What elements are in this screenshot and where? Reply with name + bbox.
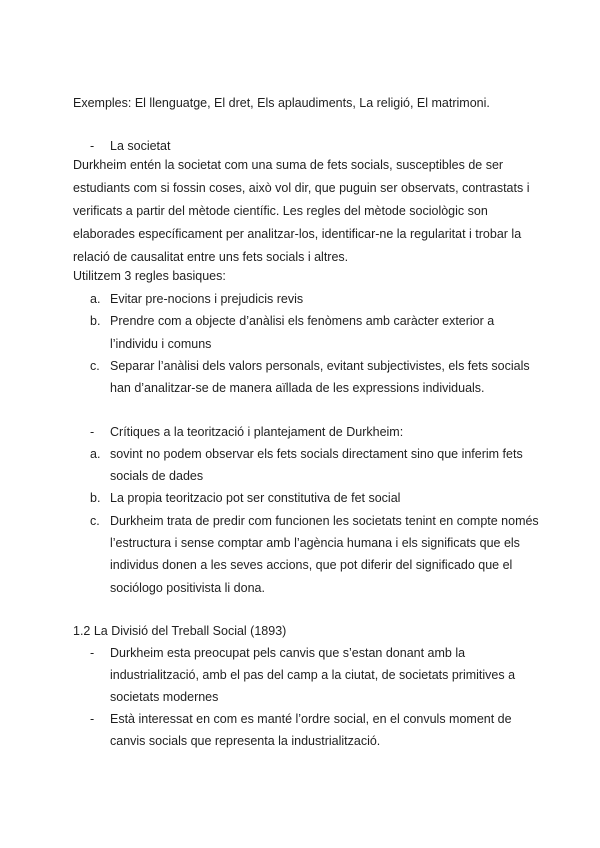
critique-text: l’estructura i sense comptar amb l’agència humana i els significats que els [110,536,520,550]
section-bullet-text: Durkheim esta preocupat pels canvis que s’estan donant amb la [110,646,466,660]
section-bullet-marker: - [90,712,95,726]
critique-text: sociólogo positivista li dona. [110,581,265,595]
critique-marker: c. [90,514,100,528]
society-paragraph-line: relació de causalitat entre uns fets socials i altres. [73,250,349,264]
section-title: 1.2 La Divisió del Treball Social (1893) [73,624,287,638]
society-paragraph-line: Durkheim entén la societat com una suma de fets socials, susceptibles de ser [73,158,504,172]
critiques-heading-marker: - [90,425,95,439]
section-bullet-marker: - [90,646,95,660]
society-paragraph-line: elaborades específicament per analitzar-los, identificar-ne la regularitat i trobar la [73,227,522,241]
society-heading: La societat [110,139,171,153]
rule-marker: a. [90,292,101,306]
critique-text: Durkheim trata de predir com funcionen les societats tenint en compte només [110,514,539,528]
section-bullet-text: canvis socials que representa la industrialització. [110,734,381,748]
rule-text: Prendre com a objecte d’anàlisi els fenòmens amb caràcter exterior a [110,314,495,328]
critique-text: La propia teoritzacio pot ser constitutiva de fet social [110,491,401,505]
society-paragraph-line: estudiants com si fossin coses, això vol dir, que puguin ser observats, contrastats i [73,181,530,195]
section-bullet-text: societats modernes [110,690,219,704]
critiques-heading: Crítiques a la teorització i plantejament de Durkheim: [110,425,404,439]
rule-marker: b. [90,314,101,328]
critique-marker: b. [90,491,101,505]
society-paragraph-line: verificats a partir del mètode científic. Les regles del mètode sociològic son [73,204,488,218]
section-bullet-text: industrialització, amb el pas del camp a la ciutat, de societats primitives a [110,668,516,682]
rule-marker: c. [90,359,100,373]
rules-intro: Utilitzem 3 regles basiques: [73,269,226,283]
rule-text: Evitar pre-nocions i prejudicis revis [110,292,304,306]
section-bullet-text: Està interessat en com es manté l’ordre social, en el convuls moment de [110,712,512,726]
examples-line: Exemples: El llenguatge, El dret, Els aplaudiments, La religió, El matrimoni. [73,96,490,110]
critique-text: socials de dades [110,469,204,483]
critique-text: sovint no podem observar els fets socials directament sino que inferim fets [110,447,523,461]
critique-text: individus donen a les seves accions, que pot diferir del significado que el [110,558,513,572]
society-heading-marker: - [90,139,95,153]
rule-text: Separar l’anàlisi dels valors personals, evitant subjectivistes, els fets socials [110,359,530,373]
rule-text: han d’analitzar-se de manera aïllada de les expressions individuals. [110,381,485,395]
rule-text: l’individu i comuns [110,337,212,351]
critique-marker: a. [90,447,101,461]
